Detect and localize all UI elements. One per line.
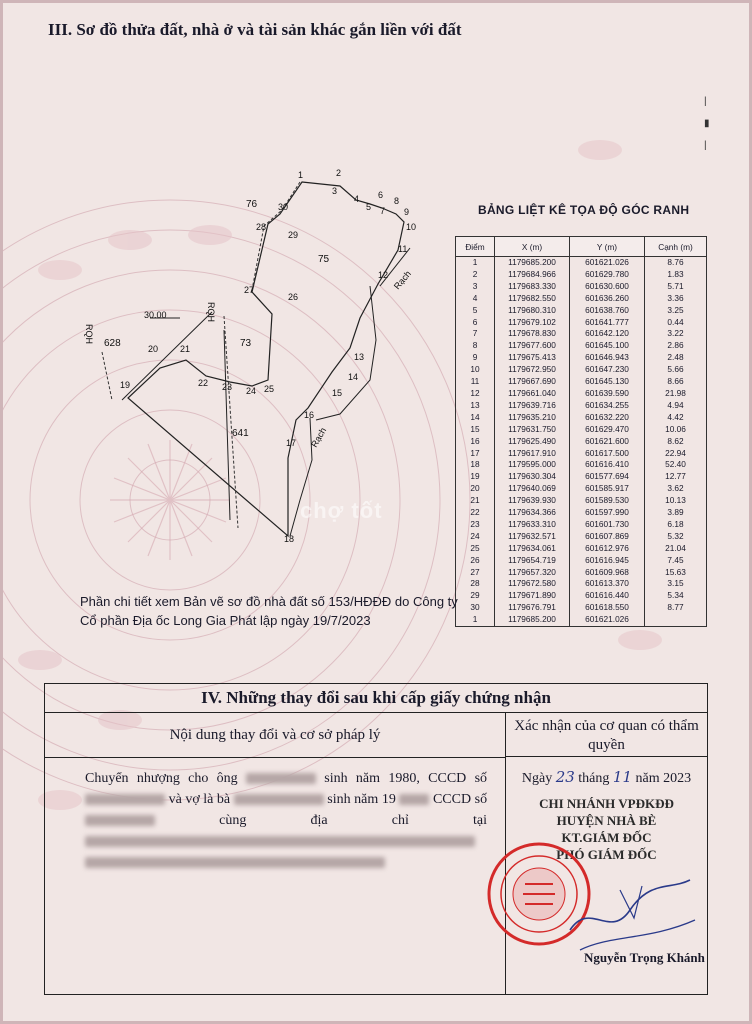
transfer-text bbox=[45, 758, 505, 873]
table-row bbox=[456, 317, 707, 329]
cell-point: 19 bbox=[456, 471, 495, 483]
cell-y: 601645.100 bbox=[570, 340, 645, 352]
signer-name: Nguyễn Trọng Khánh bbox=[584, 950, 705, 965]
cell-edge: 5.32 bbox=[645, 531, 707, 543]
cell-point: 1 bbox=[456, 614, 495, 626]
cell-point: 20 bbox=[456, 483, 495, 495]
cell-y: 601646.943 bbox=[570, 352, 645, 364]
cell-y: 601639.590 bbox=[570, 388, 645, 400]
date-month-label: tháng bbox=[578, 771, 610, 786]
cell-point: 22 bbox=[456, 507, 495, 519]
cell-x: 1179633.310 bbox=[495, 519, 570, 531]
table-row bbox=[456, 340, 707, 352]
table-row bbox=[456, 567, 707, 579]
cell-y: 601616.410 bbox=[570, 459, 645, 471]
cell-point: 14 bbox=[456, 412, 495, 424]
cell-point: 24 bbox=[456, 531, 495, 543]
cell-y: 601636.260 bbox=[570, 293, 645, 305]
cell-x: 1179680.310 bbox=[495, 305, 570, 317]
handwritten-signature bbox=[560, 860, 700, 960]
cell-y: 601629.780 bbox=[570, 269, 645, 281]
cell-edge: 10.06 bbox=[645, 424, 707, 436]
transfer-text-part: sinh năm 1980, CCCD số bbox=[324, 771, 488, 786]
vertex-label: 6 bbox=[378, 190, 384, 200]
cell-y: 601613.370 bbox=[570, 578, 645, 590]
cell-edge bbox=[645, 614, 707, 626]
cell-edge: 4.94 bbox=[645, 400, 707, 412]
cell-point: 6 bbox=[456, 317, 495, 329]
road-label-left: RQH bbox=[84, 324, 94, 344]
cell-point: 28 bbox=[456, 578, 495, 590]
cell-edge: 5.71 bbox=[645, 281, 707, 293]
vertex-label: 13 bbox=[354, 352, 365, 362]
cell-point: 21 bbox=[456, 495, 495, 507]
vertex-label: 18 bbox=[284, 534, 295, 544]
vertex-label: 23 bbox=[222, 382, 233, 392]
cell-x: 1179682.550 bbox=[495, 293, 570, 305]
cell-x: 1179631.750 bbox=[495, 424, 570, 436]
table-row bbox=[456, 388, 707, 400]
cell-y: 601645.130 bbox=[570, 376, 645, 388]
cell-point: 25 bbox=[456, 543, 495, 555]
vertex-label: 9 bbox=[404, 207, 410, 217]
parcel-76-label: 76 bbox=[246, 199, 258, 210]
office-line: HUYỆN NHÀ BÈ bbox=[556, 813, 657, 828]
vertex-label: 28 bbox=[256, 222, 267, 232]
cell-y: 601647.230 bbox=[570, 364, 645, 376]
cell-y: 601617.500 bbox=[570, 448, 645, 460]
cell-y: 601618.550 bbox=[570, 602, 645, 614]
cell-edge: 8.66 bbox=[645, 376, 707, 388]
table-row bbox=[456, 328, 707, 340]
table-row bbox=[456, 459, 707, 471]
cell-edge: 12.77 bbox=[645, 471, 707, 483]
date-year: năm 2023 bbox=[635, 771, 692, 786]
parcel-75-label: 75 bbox=[318, 254, 330, 265]
vertex-label: 8 bbox=[394, 196, 400, 206]
date-prefix: Ngày bbox=[521, 771, 553, 786]
cell-point: 30 bbox=[456, 602, 495, 614]
section-4-title: IV. Những thay đổi sau khi cấp giấy chứng nhận bbox=[45, 684, 707, 713]
cell-y: 601585.917 bbox=[570, 483, 645, 495]
redacted-name bbox=[234, 794, 324, 805]
cell-y: 601597.990 bbox=[570, 507, 645, 519]
col-header-edge: Cạnh (m) bbox=[645, 237, 707, 257]
cell-x: 1179634.061 bbox=[495, 543, 570, 555]
cell-edge: 8.76 bbox=[645, 257, 707, 269]
cell-y: 601616.440 bbox=[570, 590, 645, 602]
redacted-id bbox=[85, 794, 165, 805]
cell-y: 601641.777 bbox=[570, 317, 645, 329]
vertex-label: 3 bbox=[332, 186, 338, 196]
cell-edge: 6.18 bbox=[645, 519, 707, 531]
table-row bbox=[456, 305, 707, 317]
cell-x: 1179672.950 bbox=[495, 364, 570, 376]
table-row bbox=[456, 269, 707, 281]
cell-edge: 3.36 bbox=[645, 293, 707, 305]
cell-edge: 2.48 bbox=[645, 352, 707, 364]
cell-point: 15 bbox=[456, 424, 495, 436]
cell-point: 27 bbox=[456, 567, 495, 579]
parcel-628-label: 628 bbox=[104, 338, 121, 349]
vertex-label: 25 bbox=[264, 384, 275, 394]
vertex-label: 16 bbox=[304, 410, 315, 420]
cell-point: 26 bbox=[456, 555, 495, 567]
plot-reference-note: Phần chi tiết xem Bản vẽ sơ đồ nhà đất số 153/HĐĐĐ do Công ty Cổ phần Địa ốc Long Gia Phát lập ngày 19/7/2023 bbox=[80, 594, 458, 628]
cell-y: 601577.694 bbox=[570, 471, 645, 483]
cell-x: 1179640.069 bbox=[495, 483, 570, 495]
land-plot-diagram bbox=[60, 160, 460, 560]
redacted-year bbox=[399, 794, 429, 805]
table-row bbox=[456, 364, 707, 376]
section-3-title: III. Sơ đồ thửa đất, nhà ở và tài sản khác gắn liền với đất bbox=[48, 20, 462, 39]
col-header-y: Y (m) bbox=[570, 237, 645, 257]
cell-point: 5 bbox=[456, 305, 495, 317]
cell-x: 1179661.040 bbox=[495, 388, 570, 400]
col-header-point: Điểm bbox=[456, 237, 495, 257]
cell-point: 12 bbox=[456, 388, 495, 400]
cell-point: 16 bbox=[456, 436, 495, 448]
table-row bbox=[456, 412, 707, 424]
cell-y: 601621.600 bbox=[570, 436, 645, 448]
vertex-label: 26 bbox=[288, 292, 299, 302]
table-row bbox=[456, 495, 707, 507]
date-day: 23 bbox=[555, 768, 575, 786]
table-row bbox=[456, 376, 707, 388]
cell-x: 1179617.910 bbox=[495, 448, 570, 460]
vertex-label: 10 bbox=[406, 222, 417, 232]
cell-y: 601612.976 bbox=[570, 543, 645, 555]
cell-edge: 52.40 bbox=[645, 459, 707, 471]
table-row bbox=[456, 543, 707, 555]
vertex-label: 22 bbox=[198, 378, 209, 388]
table-row bbox=[456, 531, 707, 543]
table-row bbox=[456, 257, 707, 269]
vertex-label: 7 bbox=[380, 206, 386, 216]
cell-edge: 7.45 bbox=[645, 555, 707, 567]
watermark: chợ tốt bbox=[300, 498, 383, 523]
vertex-label: 27 bbox=[244, 285, 255, 295]
table-row bbox=[456, 519, 707, 531]
cell-point: 17 bbox=[456, 448, 495, 460]
table-row bbox=[456, 448, 707, 460]
cell-edge: 15.63 bbox=[645, 567, 707, 579]
cell-edge: 4.42 bbox=[645, 412, 707, 424]
cell-edge: 3.62 bbox=[645, 483, 707, 495]
table-row bbox=[456, 614, 707, 626]
redacted-id bbox=[85, 815, 155, 826]
cell-y: 601589.530 bbox=[570, 495, 645, 507]
cell-edge: 8.77 bbox=[645, 602, 707, 614]
cell-edge: 22.94 bbox=[645, 448, 707, 460]
table-row bbox=[456, 436, 707, 448]
cell-edge: 21.98 bbox=[645, 388, 707, 400]
vertex-label: 14 bbox=[348, 372, 359, 382]
cell-x: 1179685.200 bbox=[495, 614, 570, 626]
vertex-label: 21 bbox=[180, 344, 191, 354]
cell-x: 1179683.330 bbox=[495, 281, 570, 293]
date-month: 11 bbox=[612, 768, 632, 786]
changes-content-column bbox=[45, 713, 506, 994]
coordinate-table bbox=[455, 236, 707, 627]
table-row bbox=[456, 352, 707, 364]
vertex-label: 1 bbox=[298, 170, 304, 180]
cell-edge: 8.62 bbox=[645, 436, 707, 448]
cell-point: 11 bbox=[456, 376, 495, 388]
cell-x: 1179657.320 bbox=[495, 567, 570, 579]
redacted-address bbox=[85, 836, 475, 847]
col-header-confirmation: Xác nhận của cơ quan có thẩm quyền bbox=[506, 713, 707, 757]
vertex-label: 2 bbox=[336, 168, 342, 178]
vertex-label: 24 bbox=[246, 386, 257, 396]
cell-y: 601634.255 bbox=[570, 400, 645, 412]
cell-y: 601601.730 bbox=[570, 519, 645, 531]
cell-y: 601642.120 bbox=[570, 328, 645, 340]
cell-point: 29 bbox=[456, 590, 495, 602]
cell-point: 18 bbox=[456, 459, 495, 471]
table-row bbox=[456, 507, 707, 519]
cell-point: 8 bbox=[456, 340, 495, 352]
cell-y: 601638.760 bbox=[570, 305, 645, 317]
canal-label-south: Rạch bbox=[309, 425, 329, 449]
cell-y: 601621.026 bbox=[570, 614, 645, 626]
cell-y: 601621.026 bbox=[570, 257, 645, 269]
vertex-label: 12 bbox=[378, 270, 389, 280]
cell-point: 2 bbox=[456, 269, 495, 281]
table-row bbox=[456, 293, 707, 305]
transfer-text-part: CCCD số bbox=[432, 792, 488, 807]
cell-x: 1179684.966 bbox=[495, 269, 570, 281]
transfer-text-part: Chuyển nhượng cho ông bbox=[85, 771, 238, 786]
table-row bbox=[456, 578, 707, 590]
cell-edge: 3.89 bbox=[645, 507, 707, 519]
cell-x: 1179672.580 bbox=[495, 578, 570, 590]
cell-x: 1179675.413 bbox=[495, 352, 570, 364]
table-row bbox=[456, 590, 707, 602]
cell-y: 601632.220 bbox=[570, 412, 645, 424]
dimension-label: 30.00 bbox=[144, 310, 167, 320]
cell-edge: 3.15 bbox=[645, 578, 707, 590]
cell-x: 1179639.716 bbox=[495, 400, 570, 412]
cell-x: 1179635.210 bbox=[495, 412, 570, 424]
cell-y: 601630.600 bbox=[570, 281, 645, 293]
vertex-label: 11 bbox=[398, 244, 408, 254]
table-row bbox=[456, 471, 707, 483]
transfer-text-part: sinh năm 19 bbox=[327, 792, 396, 807]
cell-x: 1179595.000 bbox=[495, 459, 570, 471]
col-header-x: X (m) bbox=[495, 237, 570, 257]
cell-x: 1179625.490 bbox=[495, 436, 570, 448]
cell-edge: 10.13 bbox=[645, 495, 707, 507]
redacted-address bbox=[85, 857, 385, 868]
office-line: KT.GIÁM ĐỐC bbox=[561, 830, 652, 845]
cell-x: 1179632.571 bbox=[495, 531, 570, 543]
cell-edge: 5.34 bbox=[645, 590, 707, 602]
cell-x: 1179630.304 bbox=[495, 471, 570, 483]
parcel-73-label: 73 bbox=[240, 338, 252, 349]
vertex-label: 30 bbox=[278, 202, 289, 212]
office-line: CHI NHÁNH VPĐKĐĐ bbox=[539, 796, 674, 811]
cell-edge: 1.83 bbox=[645, 269, 707, 281]
margin-mark: | ▮ | bbox=[704, 96, 710, 151]
vertex-label: 29 bbox=[288, 230, 299, 240]
cell-edge: 0.44 bbox=[645, 317, 707, 329]
cell-edge: 5.66 bbox=[645, 364, 707, 376]
canal-label: Rạch bbox=[391, 268, 414, 292]
cell-point: 1 bbox=[456, 257, 495, 269]
cell-x: 1179679.102 bbox=[495, 317, 570, 329]
cell-y: 601609.968 bbox=[570, 567, 645, 579]
cell-x: 1179654.719 bbox=[495, 555, 570, 567]
cell-x: 1179678.830 bbox=[495, 328, 570, 340]
vertex-label: 20 bbox=[148, 344, 159, 354]
cell-y: 601607.869 bbox=[570, 531, 645, 543]
table-row bbox=[456, 555, 707, 567]
vertex-label: 15 bbox=[332, 388, 343, 398]
cell-edge: 2.86 bbox=[645, 340, 707, 352]
vertex-label: 4 bbox=[354, 194, 360, 204]
table-row bbox=[456, 602, 707, 614]
redacted-name bbox=[246, 773, 316, 784]
coordinate-table-title: BẢNG LIỆT KÊ TỌA ĐỘ GÓC RANH bbox=[478, 203, 690, 217]
cell-x: 1179677.600 bbox=[495, 340, 570, 352]
table-row bbox=[456, 424, 707, 436]
cell-edge: 3.25 bbox=[645, 305, 707, 317]
cell-x: 1179671.890 bbox=[495, 590, 570, 602]
cell-x: 1179667.690 bbox=[495, 376, 570, 388]
cell-point: 9 bbox=[456, 352, 495, 364]
office-line: PHÓ GIÁM ĐỐC bbox=[556, 847, 657, 862]
vertex-label: 5 bbox=[366, 202, 372, 212]
cell-point: 4 bbox=[456, 293, 495, 305]
vertex-label: 17 bbox=[286, 438, 297, 448]
cell-point: 3 bbox=[456, 281, 495, 293]
cell-x: 1179676.791 bbox=[495, 602, 570, 614]
parcel-641-label: 641 bbox=[232, 428, 249, 439]
transfer-text-part: và vợ là bà bbox=[168, 792, 231, 807]
col-header-content: Nội dung thay đổi và cơ sở pháp lý bbox=[45, 713, 505, 758]
table-row bbox=[456, 281, 707, 293]
table-header-row bbox=[456, 237, 707, 257]
cell-x: 1179639.930 bbox=[495, 495, 570, 507]
cell-point: 10 bbox=[456, 364, 495, 376]
cell-edge: 21.04 bbox=[645, 543, 707, 555]
cell-point: 23 bbox=[456, 519, 495, 531]
table-row bbox=[456, 483, 707, 495]
confirmation-date bbox=[506, 768, 707, 787]
cell-y: 601629.470 bbox=[570, 424, 645, 436]
cell-y: 601616.945 bbox=[570, 555, 645, 567]
coordinate-table-body bbox=[456, 257, 707, 627]
cell-point: 7 bbox=[456, 328, 495, 340]
cell-x: 1179634.366 bbox=[495, 507, 570, 519]
cell-x: 1179685.200 bbox=[495, 257, 570, 269]
cell-edge: 3.22 bbox=[645, 328, 707, 340]
vertex-label: 19 bbox=[120, 380, 131, 390]
road-label-right: RQH bbox=[206, 302, 216, 322]
table-row bbox=[456, 400, 707, 412]
cell-point: 13 bbox=[456, 400, 495, 412]
transfer-text-part: cùng địa chỉ tại bbox=[219, 813, 488, 828]
